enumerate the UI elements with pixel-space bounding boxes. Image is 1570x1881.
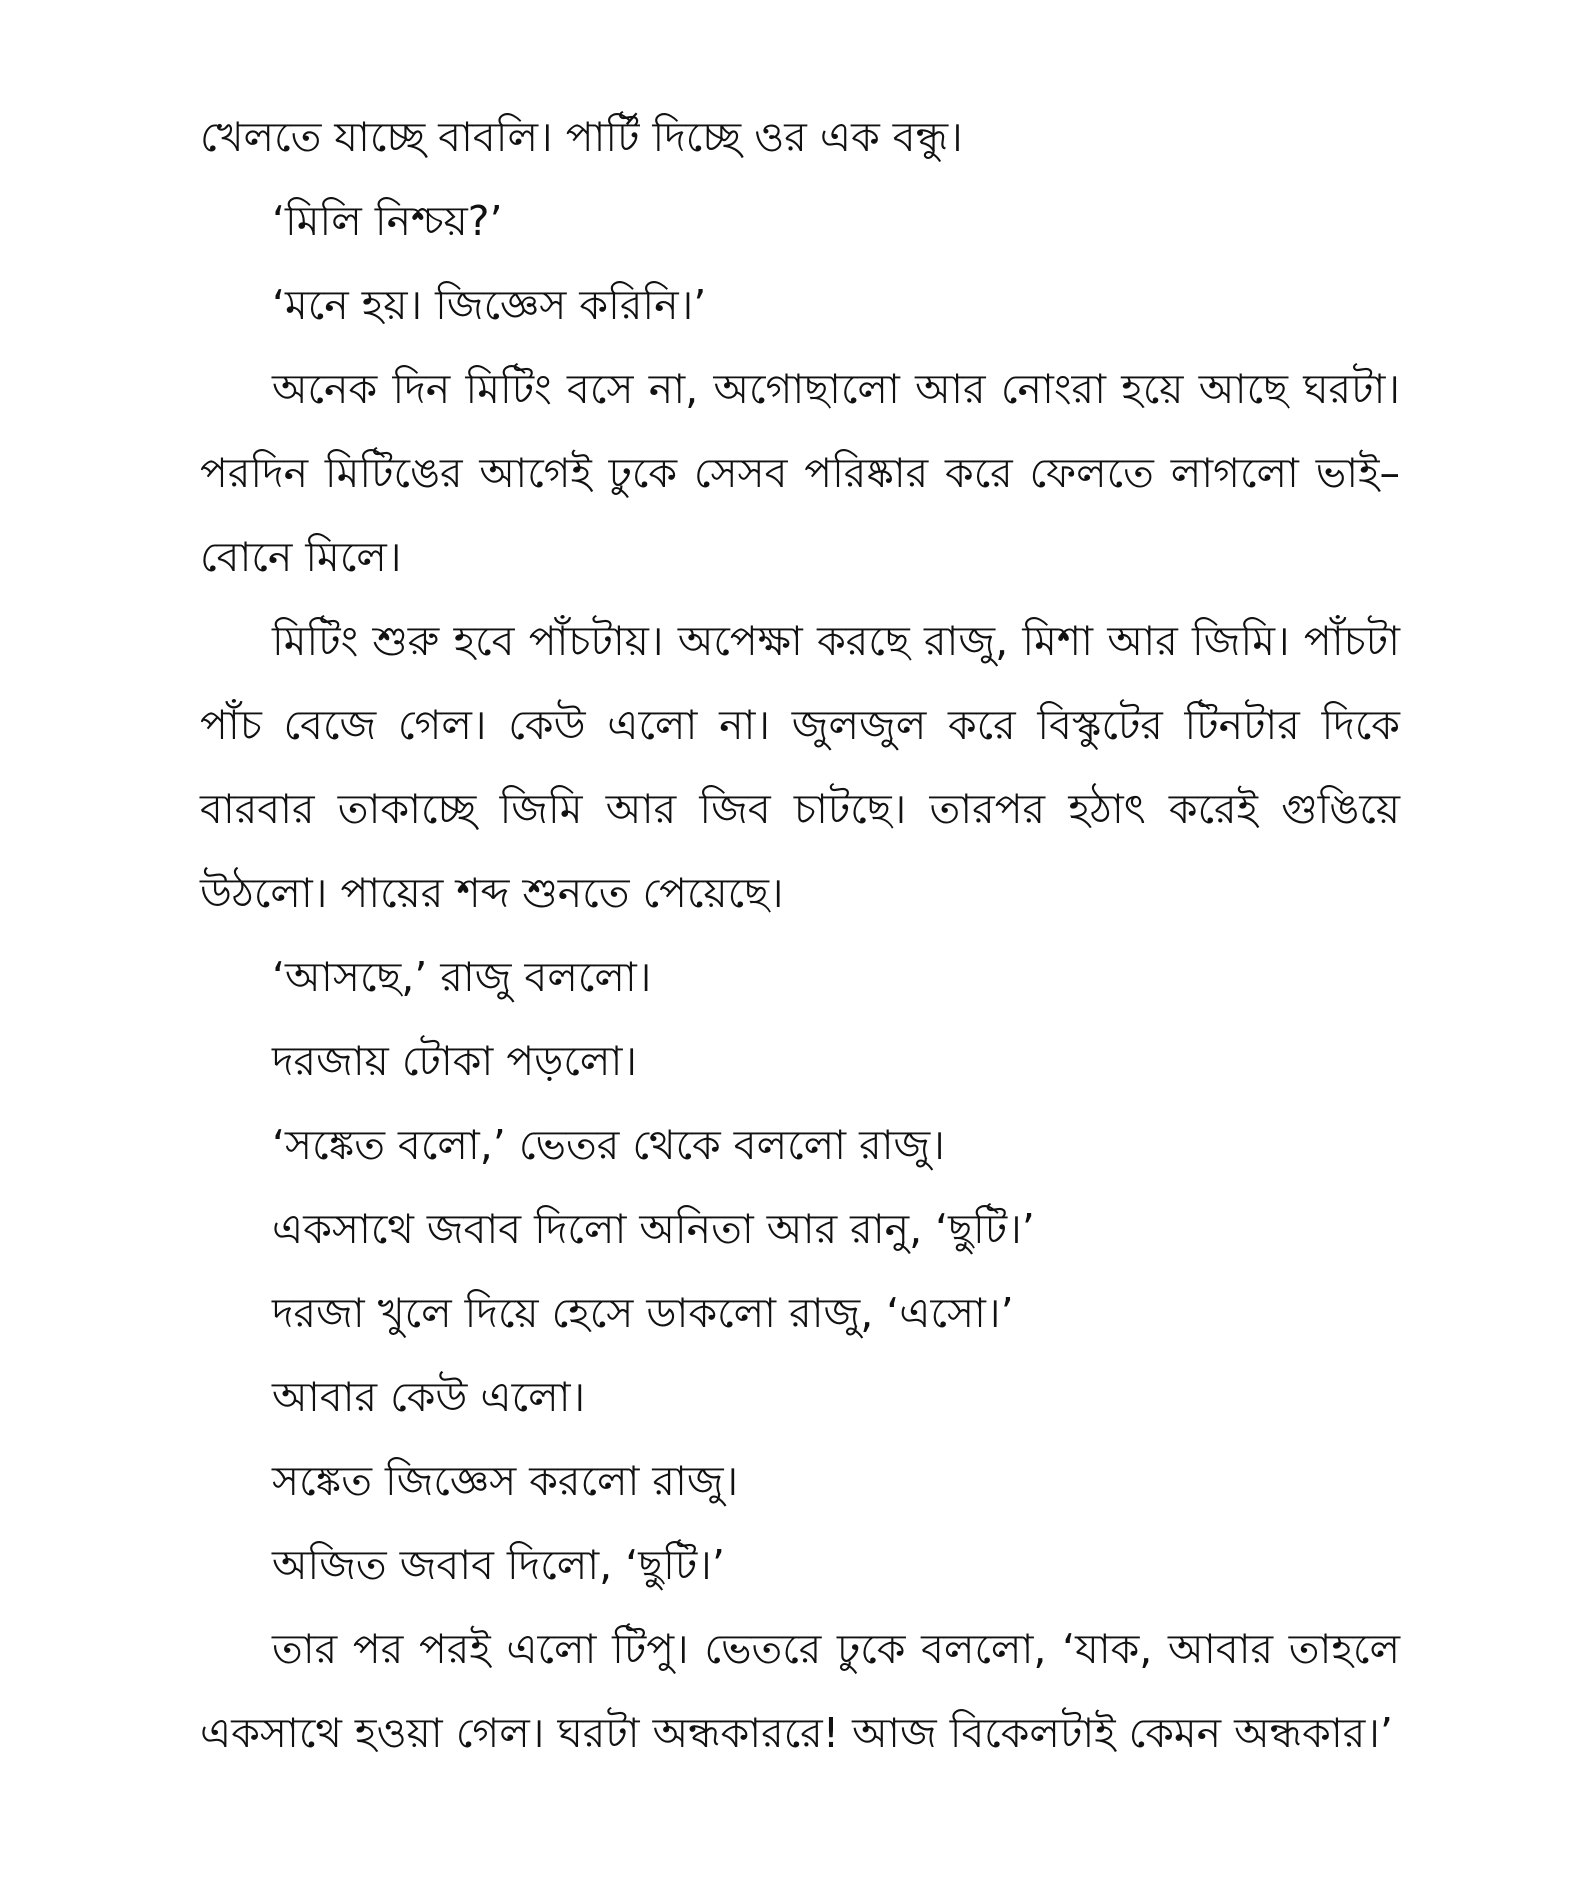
paragraph-4: অনেক দিন মিটিং বসে না, অগোছালো আর নোংরা হয়ে আছে ঘরটা। পরদিন মিটিঙের আগেই ঢুকে সেসব পরিষ্কার করে ফেলতে লাগলো ভাই–বোনে মিলে। [200,365,1400,581]
paragraph-9: একসাথে জবাব দিলো অনিতা আর রানু, ‘ছুটি।’ [272,1205,1035,1253]
book-page [200,95,1400,1775]
paragraph-2: ‘মিলি নিশ্চয়?’ [272,197,503,245]
paragraph-6: ‘আসছে,’ রাজু বললো। [272,953,652,1001]
paragraph-3: ‘মনে হয়। জিজ্ঞেস করিনি।’ [272,281,707,329]
paragraph-13: অজিত জবাব দিলো, ‘ছুটি।’ [272,1541,725,1589]
paragraph-10: দরজা খুলে দিয়ে হেসে ডাকলো রাজু, ‘এসো।’ [272,1289,1014,1337]
paragraph-14: তার পর পরই এলো টিপু। ভেতরে ঢুকে বললো, ‘যাক, আবার তাহলে একসাথে হওয়া গেল। ঘরটা অন্ধকাররে! আজ বিকেলটাই কেমন অন্ধকার।’ [200,1625,1400,1757]
paragraph-7: দরজায় টোকা পড়লো। [272,1037,637,1085]
paragraph-1: খেলতে যাচ্ছে বাবলি। পার্টি দিচ্ছে ওর এক বন্ধু। [200,113,963,161]
paragraph-12: সঙ্কেত জিজ্ঞেস করলো রাজু। [272,1457,739,1505]
paragraph-5: মিটিং শুরু হবে পাঁচটায়। অপেক্ষা করছে রাজু, মিশা আর জিমি। পাঁচটা পাঁচ বেজে গেল। কেউ এলো না। জুলজুল করে বিস্কুটের টিনটার দিকে বারবার তাকাচ্ছে জিমি আর জিব চাটছে। তারপর হঠাৎ করেই গুঙিয়ে উঠলো। পায়ের শব্দ শুনতে পেয়েছে। [200,617,1400,917]
paragraph-8: ‘সঙ্কেত বলো,’ ভেতর থেকে বললো রাজু। [272,1121,945,1169]
paragraph-11: আবার কেউ এলো। [272,1373,586,1421]
